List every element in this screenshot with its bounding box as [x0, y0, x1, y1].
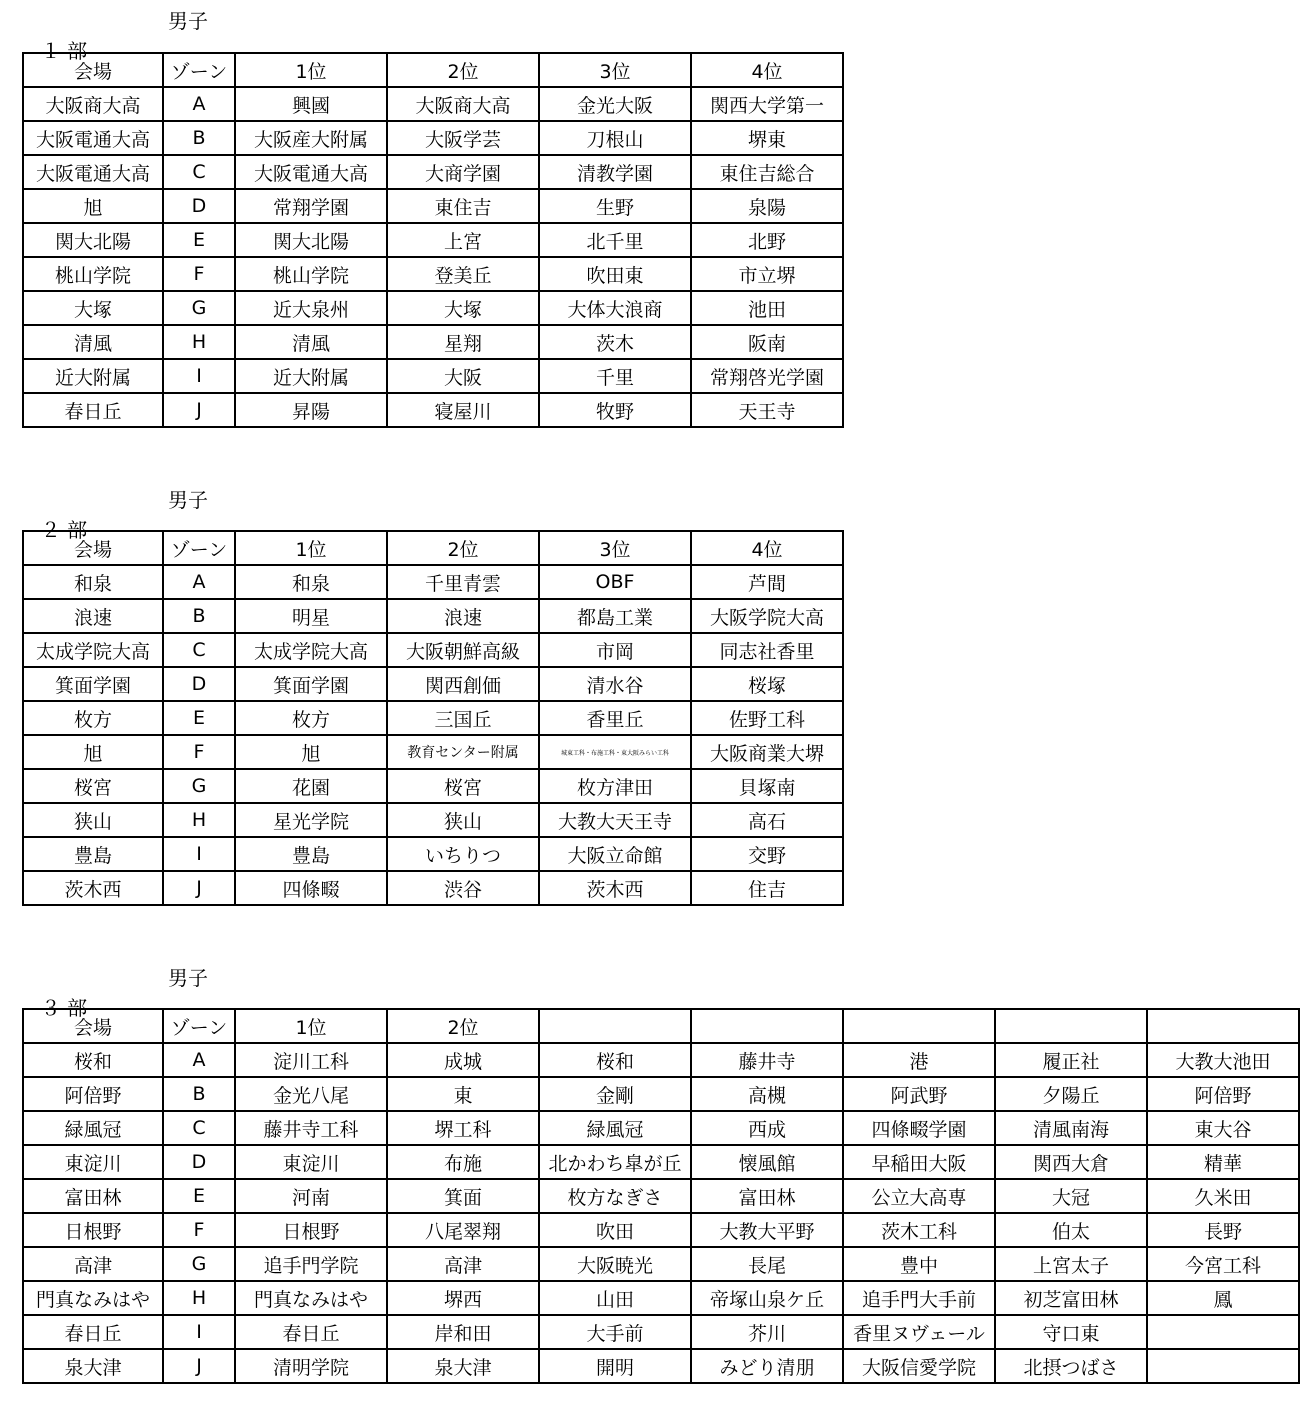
rank-cell: 池田 [691, 291, 843, 325]
rank-cell: 吹田東 [539, 257, 691, 291]
rank-cell: 桜和 [539, 1043, 691, 1077]
rank-cell: 太成学院大高 [235, 633, 387, 667]
rank-cell: 清明学院 [235, 1349, 387, 1383]
rank-cell: 北かわち皐が丘 [539, 1145, 691, 1179]
table-row [23, 565, 843, 599]
division-2-table [22, 530, 844, 906]
rank-cell: 佐野工科 [691, 701, 843, 735]
venue-cell: 春日丘 [23, 1315, 163, 1349]
table-row [23, 325, 843, 359]
rank-cell: 門真なみはや [235, 1281, 387, 1315]
section-2-title [28, 485, 208, 542]
rank-cell: 大阪学院大高 [691, 599, 843, 633]
rank-cell: 藤井寺工科 [235, 1111, 387, 1145]
rank-cell: 四條畷 [235, 871, 387, 905]
rank-cell: 明星 [235, 599, 387, 633]
section-3-gender: 男子 [168, 966, 208, 990]
zone-cell: G [163, 1247, 235, 1281]
zone-cell: C [163, 633, 235, 667]
rank-cell: 箕面 [387, 1179, 539, 1213]
rank-cell: 阪南 [691, 325, 843, 359]
rank-cell: 緑風冠 [539, 1111, 691, 1145]
column-header [843, 1009, 995, 1043]
table-row [23, 359, 843, 393]
rank-cell: 港 [843, 1043, 995, 1077]
rank-cell: 大教大平野 [691, 1213, 843, 1247]
rank-cell: 堺西 [387, 1281, 539, 1315]
rank-cell: 芥川 [691, 1315, 843, 1349]
venue-cell: 狭山 [23, 803, 163, 837]
venue-cell: 大阪電通大高 [23, 121, 163, 155]
rank-cell: 渋谷 [387, 871, 539, 905]
zone-cell: J [163, 871, 235, 905]
rank-cell: 大阪立命館 [539, 837, 691, 871]
rank-cell: 大阪朝鮮高級 [387, 633, 539, 667]
zone-cell: C [163, 155, 235, 189]
table-row [23, 803, 843, 837]
venue-cell: 浪速 [23, 599, 163, 633]
column-header: 3位 [539, 531, 691, 565]
table-row [23, 155, 843, 189]
rank-cell: 懐風館 [691, 1145, 843, 1179]
table-row [23, 393, 843, 427]
rank-cell: 大阪暁光 [539, 1247, 691, 1281]
rank-cell: 淀川工科 [235, 1043, 387, 1077]
rank-cell: みどり清朋 [691, 1349, 843, 1383]
rank-cell: 堺工科 [387, 1111, 539, 1145]
zone-cell: I [163, 837, 235, 871]
venue-cell: 阿倍野 [23, 1077, 163, 1111]
rank-cell: 堺東 [691, 121, 843, 155]
table-row [23, 633, 843, 667]
rank-cell: 大阪電通大高 [235, 155, 387, 189]
table-row [23, 223, 843, 257]
venue-cell: 緑風冠 [23, 1111, 163, 1145]
rank-cell: 大冠 [995, 1179, 1147, 1213]
rank-cell: 北千里 [539, 223, 691, 257]
table-row [23, 1145, 1299, 1179]
rank-cell: 常翔学園 [235, 189, 387, 223]
rank-cell: 早稲田大阪 [843, 1145, 995, 1179]
zone-cell: A [163, 87, 235, 121]
table-row [23, 87, 843, 121]
zone-cell: A [163, 1043, 235, 1077]
table-row [23, 257, 843, 291]
rank-cell: 帝塚山泉ケ丘 [691, 1281, 843, 1315]
column-header: 1位 [235, 1009, 387, 1043]
rank-cell: 狭山 [387, 803, 539, 837]
section-1-gender: 男子 [168, 9, 208, 33]
rank-cell: 金光八尾 [235, 1077, 387, 1111]
venue-cell: 旭 [23, 735, 163, 769]
rank-cell: 近大附属 [235, 359, 387, 393]
table-row [23, 1111, 1299, 1145]
rank-cell: 吹田 [539, 1213, 691, 1247]
venue-cell: 近大附属 [23, 359, 163, 393]
zone-cell: F [163, 735, 235, 769]
rank-cell: 富田林 [691, 1179, 843, 1213]
venue-cell: 豊島 [23, 837, 163, 871]
zone-cell: E [163, 701, 235, 735]
zone-cell: D [163, 1145, 235, 1179]
rank-cell: 泉大津 [387, 1349, 539, 1383]
rank-cell: 鳳 [1147, 1281, 1299, 1315]
rank-cell: 交野 [691, 837, 843, 871]
venue-cell: 箕面学園 [23, 667, 163, 701]
rank-cell: 大阪商業大堺 [691, 735, 843, 769]
table-row [23, 667, 843, 701]
rank-cell: 天王寺 [691, 393, 843, 427]
venue-cell: 清風 [23, 325, 163, 359]
rank-cell: 大教大池田 [1147, 1043, 1299, 1077]
rank-cell: 刀根山 [539, 121, 691, 155]
division-1-table [22, 52, 844, 428]
rank-cell: 公立大高専 [843, 1179, 995, 1213]
venue-cell: 東淀川 [23, 1145, 163, 1179]
rank-cell: 追手門大手前 [843, 1281, 995, 1315]
rank-cell: 阿武野 [843, 1077, 995, 1111]
rank-cell: 星光学院 [235, 803, 387, 837]
venue-cell: 泉大津 [23, 1349, 163, 1383]
rank-cell: 守口東 [995, 1315, 1147, 1349]
zone-cell: J [163, 393, 235, 427]
rank-cell: 金剛 [539, 1077, 691, 1111]
header-row [23, 53, 843, 87]
rank-cell: 住吉 [691, 871, 843, 905]
rank-cell: 常翔啓光学園 [691, 359, 843, 393]
rank-cell: いちりつ [387, 837, 539, 871]
venue-cell: 大阪電通大高 [23, 155, 163, 189]
rank-cell: 星翔 [387, 325, 539, 359]
venue-cell: 門真なみはや [23, 1281, 163, 1315]
table-row [23, 1077, 1299, 1111]
table-row [23, 837, 843, 871]
rank-cell: 初芝富田林 [995, 1281, 1147, 1315]
rank-cell: 豊島 [235, 837, 387, 871]
zone-cell: I [163, 1315, 235, 1349]
venue-cell: 大塚 [23, 291, 163, 325]
zone-cell: I [163, 359, 235, 393]
rank-cell: 桜宮 [387, 769, 539, 803]
column-header: 1位 [235, 53, 387, 87]
column-header: 1位 [235, 531, 387, 565]
zone-cell: H [163, 1281, 235, 1315]
rank-cell [1147, 1315, 1299, 1349]
table-row [23, 735, 843, 769]
rank-cell: 東住吉 [387, 189, 539, 223]
rank-cell: 大阪産大附属 [235, 121, 387, 155]
zone-cell: C [163, 1111, 235, 1145]
rank-cell: 高槻 [691, 1077, 843, 1111]
column-header [539, 1009, 691, 1043]
column-header: 2位 [387, 1009, 539, 1043]
table-row [23, 1349, 1299, 1383]
rank-cell: 大商学園 [387, 155, 539, 189]
column-header: ゾーン [163, 53, 235, 87]
rank-cell: 興國 [235, 87, 387, 121]
zone-cell: E [163, 1179, 235, 1213]
rank-cell: 同志社香里 [691, 633, 843, 667]
rank-cell: 大体大浪商 [539, 291, 691, 325]
venue-cell: 茨木西 [23, 871, 163, 905]
column-header: 4位 [691, 531, 843, 565]
rank-cell: 藤井寺 [691, 1043, 843, 1077]
rank-cell: 北摂つばさ [995, 1349, 1147, 1383]
column-header [691, 1009, 843, 1043]
rank-cell: 夕陽丘 [995, 1077, 1147, 1111]
column-header: 会場 [23, 1009, 163, 1043]
rank-cell: 桜塚 [691, 667, 843, 701]
rank-cell: 清水谷 [539, 667, 691, 701]
table-row [23, 769, 843, 803]
zone-cell: J [163, 1349, 235, 1383]
venue-cell: 太成学院大高 [23, 633, 163, 667]
rank-cell: 香里丘 [539, 701, 691, 735]
venue-cell: 高津 [23, 1247, 163, 1281]
table-row [23, 1179, 1299, 1213]
rank-cell: 箕面学園 [235, 667, 387, 701]
rank-cell: 阿倍野 [1147, 1077, 1299, 1111]
venue-cell: 関大北陽 [23, 223, 163, 257]
rank-cell: 東大谷 [1147, 1111, 1299, 1145]
table-row [23, 291, 843, 325]
table-row [23, 189, 843, 223]
venue-cell: 日根野 [23, 1213, 163, 1247]
rank-cell: 寝屋川 [387, 393, 539, 427]
rank-cell: 高石 [691, 803, 843, 837]
rank-cell: 近大泉州 [235, 291, 387, 325]
rank-cell: 城東工科・布施工科・東大阪みらい工科 [539, 735, 691, 769]
rank-cell: 東淀川 [235, 1145, 387, 1179]
column-header [995, 1009, 1147, 1043]
rank-cell: 都島工業 [539, 599, 691, 633]
rank-cell: 高津 [387, 1247, 539, 1281]
rank-cell: 河南 [235, 1179, 387, 1213]
rank-cell: 関西大倉 [995, 1145, 1147, 1179]
rank-cell: 大阪商大高 [387, 87, 539, 121]
rank-cell: 貝塚南 [691, 769, 843, 803]
zone-cell: H [163, 803, 235, 837]
rank-cell: 清風 [235, 325, 387, 359]
venue-cell: 枚方 [23, 701, 163, 735]
column-header [1147, 1009, 1299, 1043]
venue-cell: 桜宮 [23, 769, 163, 803]
zone-cell: G [163, 769, 235, 803]
venue-cell: 桜和 [23, 1043, 163, 1077]
rank-cell: 登美丘 [387, 257, 539, 291]
section-2-gender: 男子 [168, 488, 208, 512]
rank-cell: 芦間 [691, 565, 843, 599]
rank-cell: 東住吉総合 [691, 155, 843, 189]
rank-cell: 八尾翠翔 [387, 1213, 539, 1247]
table-row [23, 121, 843, 155]
rank-cell: 香里ヌヴェール [843, 1315, 995, 1349]
column-header: ゾーン [163, 1009, 235, 1043]
rank-cell: 精華 [1147, 1145, 1299, 1179]
division-3-table [22, 1008, 1300, 1384]
section-2-division: ２ 部 [40, 518, 88, 542]
column-header: 4位 [691, 53, 843, 87]
zone-cell: E [163, 223, 235, 257]
table-row [23, 1281, 1299, 1315]
rank-cell: 関西大学第一 [691, 87, 843, 121]
column-header: ゾーン [163, 531, 235, 565]
rank-cell: 関西創価 [387, 667, 539, 701]
column-header: 会場 [23, 531, 163, 565]
rank-cell [1147, 1349, 1299, 1383]
rank-cell: 生野 [539, 189, 691, 223]
rank-cell: 大手前 [539, 1315, 691, 1349]
rank-cell: 大阪信愛学院 [843, 1349, 995, 1383]
rank-cell: 枚方津田 [539, 769, 691, 803]
zone-cell: D [163, 189, 235, 223]
rank-cell: 教育センター附属 [387, 735, 539, 769]
rank-cell: 長野 [1147, 1213, 1299, 1247]
rank-cell: 清教学園 [539, 155, 691, 189]
rank-cell: 伯太 [995, 1213, 1147, 1247]
rank-cell: 開明 [539, 1349, 691, 1383]
rank-cell: 履正社 [995, 1043, 1147, 1077]
table-row [23, 599, 843, 633]
rank-cell: 桃山学院 [235, 257, 387, 291]
rank-cell: 長尾 [691, 1247, 843, 1281]
section-3-division: ３ 部 [40, 996, 88, 1020]
column-header: 3位 [539, 53, 691, 87]
rank-cell: 市立堺 [691, 257, 843, 291]
rank-cell: 和泉 [235, 565, 387, 599]
zone-cell: F [163, 1213, 235, 1247]
column-header: 2位 [387, 53, 539, 87]
table-row [23, 1213, 1299, 1247]
rank-cell: 成城 [387, 1043, 539, 1077]
rank-cell: 関大北陽 [235, 223, 387, 257]
zone-cell: D [163, 667, 235, 701]
rank-cell: 山田 [539, 1281, 691, 1315]
rank-cell: 清風南海 [995, 1111, 1147, 1145]
venue-cell: 和泉 [23, 565, 163, 599]
rank-cell: 千里青雲 [387, 565, 539, 599]
rank-cell: 今宮工科 [1147, 1247, 1299, 1281]
zone-cell: B [163, 1077, 235, 1111]
rank-cell: 西成 [691, 1111, 843, 1145]
rank-cell: 大教大天王寺 [539, 803, 691, 837]
rank-cell: 花園 [235, 769, 387, 803]
zone-cell: G [163, 291, 235, 325]
rank-cell: 茨木西 [539, 871, 691, 905]
venue-cell: 春日丘 [23, 393, 163, 427]
rank-cell: 春日丘 [235, 1315, 387, 1349]
rank-cell: 東 [387, 1077, 539, 1111]
table-row [23, 1043, 1299, 1077]
venue-cell: 大阪商大高 [23, 87, 163, 121]
rank-cell: 大阪学芸 [387, 121, 539, 155]
rank-cell: 四條畷学園 [843, 1111, 995, 1145]
rank-cell: 牧野 [539, 393, 691, 427]
rank-cell: 茨木 [539, 325, 691, 359]
rank-cell: 金光大阪 [539, 87, 691, 121]
table-row [23, 701, 843, 735]
header-row [23, 531, 843, 565]
rank-cell: 枚方 [235, 701, 387, 735]
rank-cell: 三国丘 [387, 701, 539, 735]
rank-cell: 大阪 [387, 359, 539, 393]
table-row [23, 871, 843, 905]
column-header: 会場 [23, 53, 163, 87]
section-3-title [28, 963, 208, 1020]
venue-cell: 富田林 [23, 1179, 163, 1213]
rank-cell: 茨木工科 [843, 1213, 995, 1247]
venue-cell: 旭 [23, 189, 163, 223]
rank-cell: 追手門学院 [235, 1247, 387, 1281]
rank-cell: 旭 [235, 735, 387, 769]
zone-cell: B [163, 121, 235, 155]
rank-cell: 北野 [691, 223, 843, 257]
zone-cell: H [163, 325, 235, 359]
rank-cell: 浪速 [387, 599, 539, 633]
zone-cell: F [163, 257, 235, 291]
rank-cell: 泉陽 [691, 189, 843, 223]
section-1-title [28, 6, 208, 63]
rank-cell: 豊中 [843, 1247, 995, 1281]
rank-cell: 大塚 [387, 291, 539, 325]
column-header: 2位 [387, 531, 539, 565]
rank-cell: 昇陽 [235, 393, 387, 427]
rank-cell: 日根野 [235, 1213, 387, 1247]
rank-cell: 上宮太子 [995, 1247, 1147, 1281]
header-row [23, 1009, 1299, 1043]
rank-cell: OBF [539, 565, 691, 599]
table-row [23, 1315, 1299, 1349]
zone-cell: B [163, 599, 235, 633]
rank-cell: 布施 [387, 1145, 539, 1179]
rank-cell: 上宮 [387, 223, 539, 257]
section-1-division: １ 部 [40, 39, 88, 63]
rank-cell: 千里 [539, 359, 691, 393]
rank-cell: 枚方なぎさ [539, 1179, 691, 1213]
zone-cell: A [163, 565, 235, 599]
rank-cell: 岸和田 [387, 1315, 539, 1349]
table-row [23, 1247, 1299, 1281]
rank-cell: 久米田 [1147, 1179, 1299, 1213]
venue-cell: 桃山学院 [23, 257, 163, 291]
rank-cell: 市岡 [539, 633, 691, 667]
